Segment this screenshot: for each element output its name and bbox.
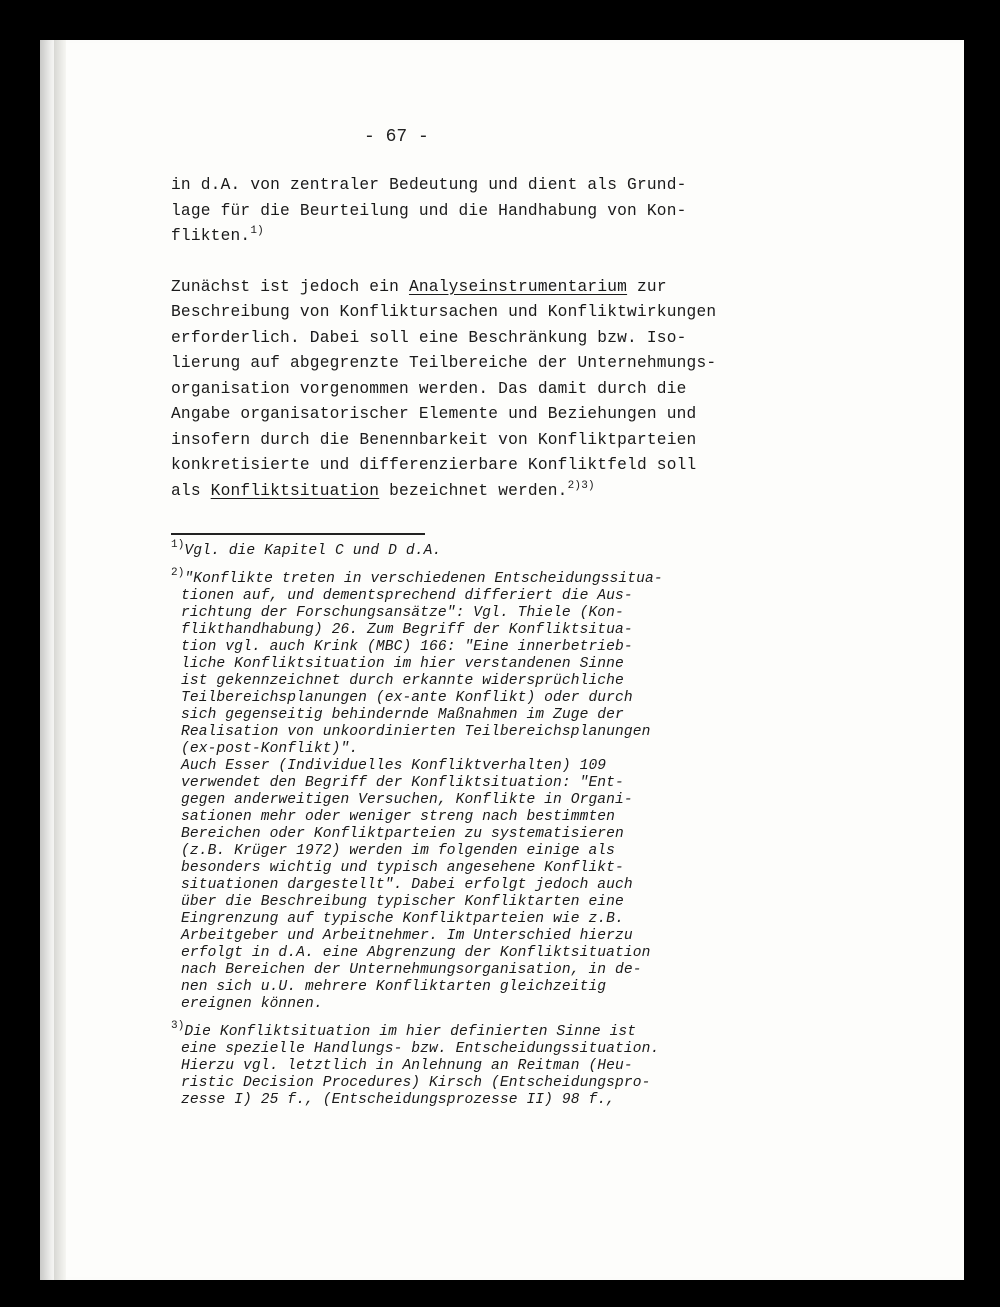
footnote-line: Realisation von unkoordinierten Teilbereichsplanungen [181,724,651,740]
footnote-line: (z.B. Krüger 1972) werden im folgenden einige als [181,843,616,859]
footnote-marker: 1) [171,539,185,551]
paragraph-2 [171,275,771,505]
paragraph-2-line-text: zur [627,277,667,296]
footnote-line: liche Konfliktsituation im hier verstandenen Sinne [181,656,624,672]
footnote-line: gegen anderweitigen Versuchen, Konflikte in Organi- [181,792,633,808]
footnote-reference: 1) [250,225,264,237]
paragraph-1-line: in d.A. von zentraler Bedeutung und dient als Grund- [171,176,687,194]
footnote-line: sich gegenseitig behindernde Maßnahmen im Zuge der [181,707,624,723]
footnotes [171,539,771,1109]
page-number: - 67 - [364,127,429,147]
footnote-line [171,567,771,588]
footnote-line: (ex-post-Konflikt)". [181,741,359,757]
paragraph-2-line [171,275,771,301]
footnote-line [171,1020,771,1041]
paragraph-2-line: organisation vorgenommen werden. Das damit durch die [171,379,687,398]
footnote-reference: 2)3) [567,479,595,492]
footnote-line: situationen dargestellt". Dabei erfolgt jedoch auch [181,877,633,893]
underlined-term: Konfliktsituation [210,481,380,500]
footnote-line: sationen mehr oder weniger streng nach bestimmten [181,809,616,825]
paragraph-1 [171,173,771,250]
paragraph-2-line-text: als [171,481,211,500]
footnote-separator [171,533,425,535]
footnote-line: ristic Decision Procedures) Kirsch (Entscheidungspro- [181,1075,651,1091]
footnote-line: richtung der Forschungsansätze": Vgl. Thiele (Kon- [181,605,624,621]
footnote-line: Arbeitgeber und Arbeitnehmer. Im Unterschied hierzu [181,928,633,944]
paragraph-2-line [171,479,771,505]
footnote-line: Eingrenzung auf typische Konfliktparteien wie z.B. [181,911,624,927]
paragraph-2-line: erforderlich. Dabei soll eine Beschränkung bzw. Iso- [171,328,687,347]
footnote-line: Hierzu vgl. letztlich in Anlehnung an Reitman (Heu- [181,1058,633,1074]
footnote-line: über die Beschreibung typischer Konfliktarten eine [181,894,624,910]
document-page [40,40,964,1280]
paragraph-2-line: lierung auf abgegrenzte Teilbereiche der Unternehmungs- [171,354,717,372]
footnote-line: Auch Esser (Individuelles Konfliktverhalten) 109 [181,758,607,774]
footnote-2 [171,567,771,1013]
footnote-line: tion vgl. auch Krink (MBC) 166: "Eine innerbetrieb- [181,639,633,655]
footnote-line: ereignen können. [181,996,323,1012]
footnote-1 [171,539,771,560]
footnote-line-text: Die Konfliktsituation im hier definierten Sinne ist [184,1024,637,1040]
paragraph-1-line-text: flikten. [171,227,251,245]
footnote-marker: 2) [171,567,185,579]
footnote-line [171,539,771,560]
footnote-line-text: "Konflikte treten in verschiedenen Entscheidungssitua- [184,571,663,587]
paragraph-2-line: insofern durch die Benennbarkeit von Konfliktparteien [171,430,697,449]
page-spine [54,40,66,1280]
footnote-line: eine spezielle Handlungs- bzw. Entscheidungssituation. [181,1041,660,1057]
footnote-line: flikthandhabung) 26. Zum Begriff der Konfliktsitua- [181,622,633,638]
footnote-line: Teilbereichsplanungen (ex-ante Konflikt) oder durch [181,690,633,706]
footnote-3 [171,1020,771,1109]
paragraph-1-line [171,224,771,250]
paragraph-2-line: konkretisierte und differenzierbare Konfliktfeld soll [171,456,697,474]
paragraph-2-line: Beschreibung von Konfliktursachen und Konfliktwirkungen [171,303,717,321]
paragraph-2-line: Angabe organisatorischer Elemente und Beziehungen und [171,405,697,423]
paragraph-2-line-text: bezeichnet werden. [379,481,568,500]
footnote-marker: 3) [171,1020,185,1032]
footnote-line: verwendet den Begriff der Konfliktsituation: "Ent- [181,775,624,791]
main-text [171,173,771,504]
footnote-line-text: Vgl. die Kapitel C und D d.A. [184,543,442,559]
paragraph-1-line: lage für die Beurteilung und die Handhabung von Kon- [171,201,687,220]
paragraph-2-line-text: Zunächst ist jedoch ein [171,277,409,296]
footnote-line: tionen auf, und dementsprechend differiert die Aus- [181,588,633,604]
footnote-line: zesse I) 25 f., (Entscheidungsprozesse II) 98 f., [181,1092,616,1108]
footnote-line: besonders wichtig und typisch angesehene Konflikt- [181,860,624,876]
footnote-line: Bereichen oder Konfliktparteien zu systematisieren [181,826,624,842]
footnote-line: ist gekennzeichnet durch erkannte widersprüchliche [181,673,624,689]
underlined-term: Analyseinstrumentarium [408,277,628,296]
footnote-line: nen sich u.U. mehrere Konfliktarten gleichzeitig [181,979,607,995]
footnote-line: erfolgt in d.A. eine Abgrenzung der Konfliktsituation [181,945,651,961]
footnote-line: nach Bereichen der Unternehmungsorganisation, in de- [181,962,642,978]
